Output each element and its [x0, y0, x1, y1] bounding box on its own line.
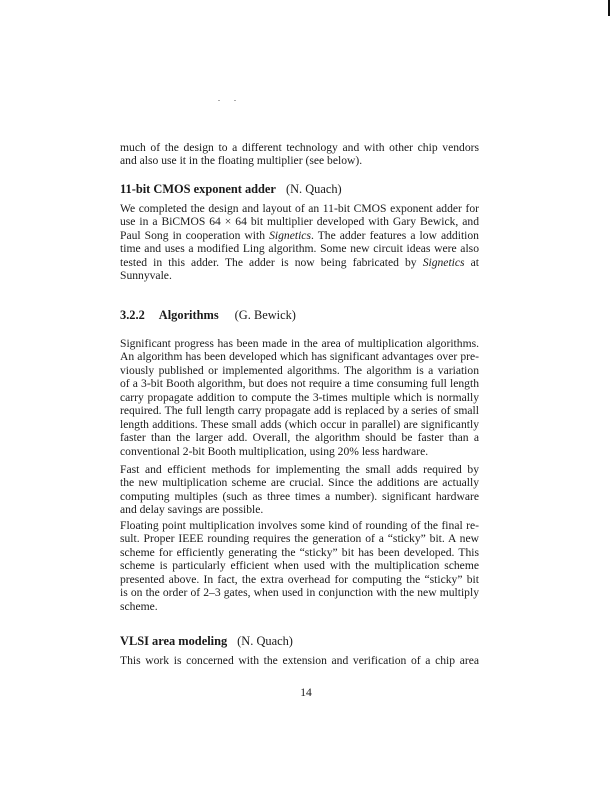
text-line: and delay savings are possible. — [120, 503, 264, 517]
heading-vlsi-area-modeling — [120, 634, 293, 649]
text-line: length additions. These small adds (which occur in parallel) are significantly — [120, 417, 479, 431]
section-number: 3.2.2 — [120, 308, 145, 322]
text-line: carry propagate addition to compute the 3-times multiple which is normally — [120, 390, 479, 404]
text-line: scheme for efficiently generating the “sticky” bit has been developed. This — [120, 545, 479, 559]
paragraph-intro — [120, 141, 479, 168]
text-line: Sunnyvale. — [120, 269, 172, 283]
text-line: and also use it in the floating multiplier (see below). — [120, 154, 363, 168]
text-line: Significant progress has been made in the area of multiplication algorithms. — [120, 337, 479, 350]
text-line: time and uses a modified Ling algorithm. Some new circuit ideas were also — [120, 242, 479, 256]
heading-title: Algorithms — [158, 308, 219, 322]
text-line: use in a BiCMOS 64 × 64 bit multiplier developed with Gary Bewick, and — [120, 215, 479, 229]
paragraph-sticky-bit — [120, 519, 479, 613]
text-line: viously published or implemented algorithms. The algorithm is a variation — [120, 363, 479, 377]
text-line: Fast and efficient methods for implementing the small adds required by — [120, 463, 479, 476]
paragraph-vlsi — [120, 654, 479, 667]
text-line: Floating point multiplication involves some kind of rounding of the final re- — [120, 519, 479, 532]
text-line: We completed the design and layout of an 11-bit CMOS exponent adder for — [120, 202, 479, 215]
paragraph-small-adds — [120, 463, 479, 517]
scan-speck — [218, 100, 220, 101]
text-line: of a 3-bit Booth algorithm, but does not require a time consuming full length — [120, 377, 479, 391]
paragraph-exponent-adder — [120, 202, 479, 283]
text-line: computing multiples (such as three times a number). significant hardware — [120, 489, 479, 503]
heading-exponent-adder — [120, 182, 342, 197]
heading-author: (G. Bewick) — [234, 308, 296, 322]
heading-algorithms — [120, 308, 296, 323]
text-line: required. The full length carry propagate add is replaced by a series of small — [120, 404, 479, 418]
text-line: is on the order of 2–3 gates, when used in conjunction with the new multiply — [120, 586, 479, 600]
text-line: scheme. — [120, 599, 158, 613]
text-line: tested in this adder. The adder is now being fabricated by Signetics at — [120, 255, 479, 269]
paragraph-algorithms — [120, 337, 479, 458]
text-line: presented above. In fact, the extra overhead for computing the “sticky” bit — [120, 572, 479, 586]
text-line: An algorithm has been developed which has significant advantages over pre- — [120, 350, 479, 364]
heading-author: (N. Quach) — [285, 182, 342, 196]
text-line: faster than the larger add. Overall, the algorithm should be faster than a — [120, 431, 479, 445]
heading-author: (N. Quach) — [237, 634, 293, 648]
text-line: sult. Proper IEEE rounding requires the generation of a “sticky” bit. A new — [120, 532, 479, 546]
scan-mark — [608, 0, 610, 16]
text-line: conventional 2-bit Booth multiplication, using 20% less hardware. — [120, 444, 429, 458]
text-line: scheme is particularly efficient when used with the multiplication scheme — [120, 559, 479, 573]
heading-title: 11-bit CMOS exponent adder — [120, 182, 276, 196]
page-number: 14 — [300, 686, 312, 699]
text-line: the new multiplication scheme are crucial. Since the additions are actually — [120, 476, 479, 490]
text-line: This work is concerned with the extension and verification of a chip area — [120, 654, 479, 667]
text-line: much of the design to a different technology and with other chip vendors — [120, 141, 479, 154]
heading-title: VLSI area modeling — [120, 634, 228, 648]
scan-speck — [234, 100, 236, 101]
text-line: Paul Song in cooperation with Signetics. The adder features a low addition — [120, 228, 479, 242]
